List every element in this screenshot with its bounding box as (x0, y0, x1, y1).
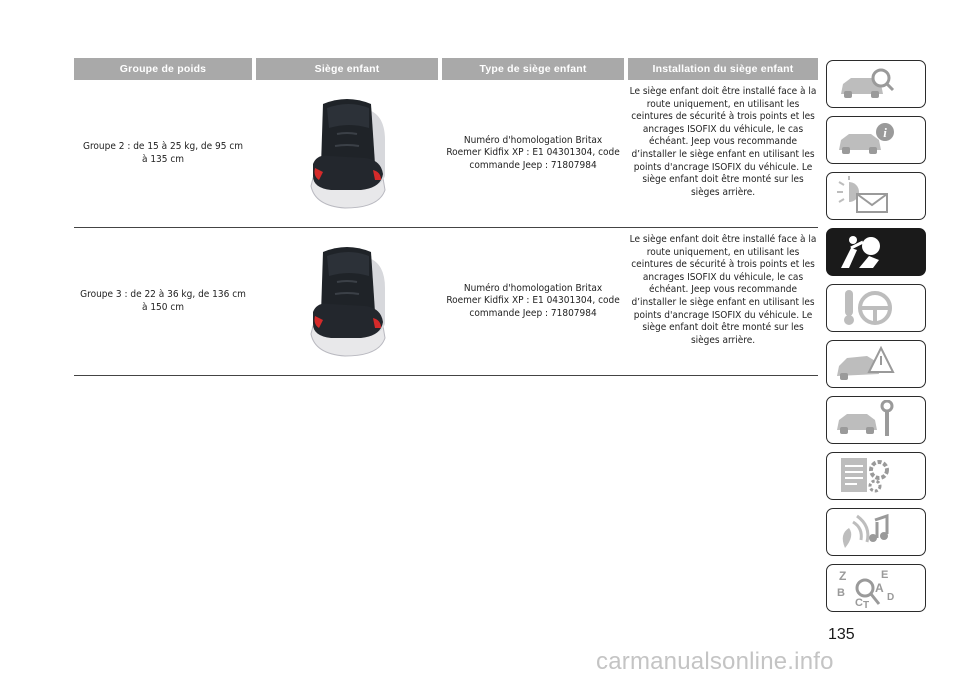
tab-emergency[interactable] (826, 340, 926, 388)
seat-type-cell: Numéro d'homologation Britax Roemer Kidfix XP : E1 04301304, code commande Jeep : 71807984 (446, 282, 620, 319)
car-maintenance-icon (835, 400, 895, 440)
index-letter: D (887, 592, 895, 603)
car-info-icon (835, 120, 895, 160)
child-seat-image-cell (256, 80, 438, 227)
header-seat-type: Type de siège enfant (442, 58, 624, 80)
child-seat-image-cell (256, 228, 438, 375)
tab-warning-lights[interactable] (826, 172, 926, 220)
airbag-safety-icon (835, 232, 895, 272)
header-installation: Installation du siège enfant (628, 58, 818, 80)
tab-safety[interactable] (826, 228, 926, 276)
tab-technical-data[interactable] (826, 452, 926, 500)
index-letter: B (837, 587, 845, 599)
tab-maintenance[interactable] (826, 396, 926, 444)
tab-starting-driving[interactable] (826, 284, 926, 332)
car-emergency-icon (835, 344, 895, 384)
tab-car-info[interactable] (826, 116, 926, 164)
child-seat-table (74, 58, 818, 376)
index-letter: C (855, 597, 863, 608)
tab-multimedia[interactable] (826, 508, 926, 556)
alphabetical-index-icon (835, 568, 895, 608)
tab-index[interactable] (826, 564, 926, 612)
installation-cell: Le siège enfant doit être installé face à la route uniquement, en utilisant les ceintures de sécurité à trois points et les ancrages ISOFIX du véhicule, le cas échéant. Jeep vous recommande d’installer le siège enfant en utilisant les points d'ancrage ISOFIX du véhicule. Le siège enfant doit être monté sur les sièges arrière. (629, 86, 817, 198)
weight-group-cell: Groupe 2 : de 15 à 25 kg, de 95 cm à 135 cm (82, 140, 244, 165)
index-letter: E (881, 569, 889, 581)
key-steering-wheel-icon (835, 288, 895, 328)
child-seat-image (301, 94, 393, 214)
page-number: 135 (828, 626, 855, 643)
tab-dashboard[interactable] (826, 60, 926, 108)
multimedia-icon (835, 512, 895, 552)
table-row (74, 80, 818, 228)
header-weight-group: Groupe de poids (74, 58, 252, 80)
svg-text:i: i (883, 125, 887, 140)
index-letter: T (863, 600, 870, 608)
header-child-seat: Siège enfant (256, 58, 438, 80)
car-dashboard-icon (835, 64, 895, 104)
technical-data-icon (835, 456, 895, 496)
seat-type-cell: Numéro d'homologation Britax Roemer Kidfix XP : E1 04301304, code commande Jeep : 71807984 (446, 134, 620, 171)
child-seat-image (301, 242, 393, 362)
index-letter: Z (839, 569, 847, 583)
index-letter: A (875, 581, 884, 595)
chapter-sidebar (826, 60, 928, 620)
table-row (74, 228, 818, 376)
warning-light-message-icon (835, 176, 895, 216)
table-header (74, 58, 818, 80)
weight-group-cell: Groupe 3 : de 22 à 36 kg, de 136 cm à 150 cm (80, 288, 246, 313)
watermark: carmanualsonline.info (596, 648, 834, 675)
installation-cell: Le siège enfant doit être installé face à la route uniquement, en utilisant les ceintures de sécurité à trois points et les ancrages ISOFIX du véhicule, le cas échéant. Jeep vous recommande d’installer le siège enfant en utilisant les points d'ancrage ISOFIX du véhicule. Le siège enfant doit être monté sur les sièges arrière. (629, 234, 817, 346)
